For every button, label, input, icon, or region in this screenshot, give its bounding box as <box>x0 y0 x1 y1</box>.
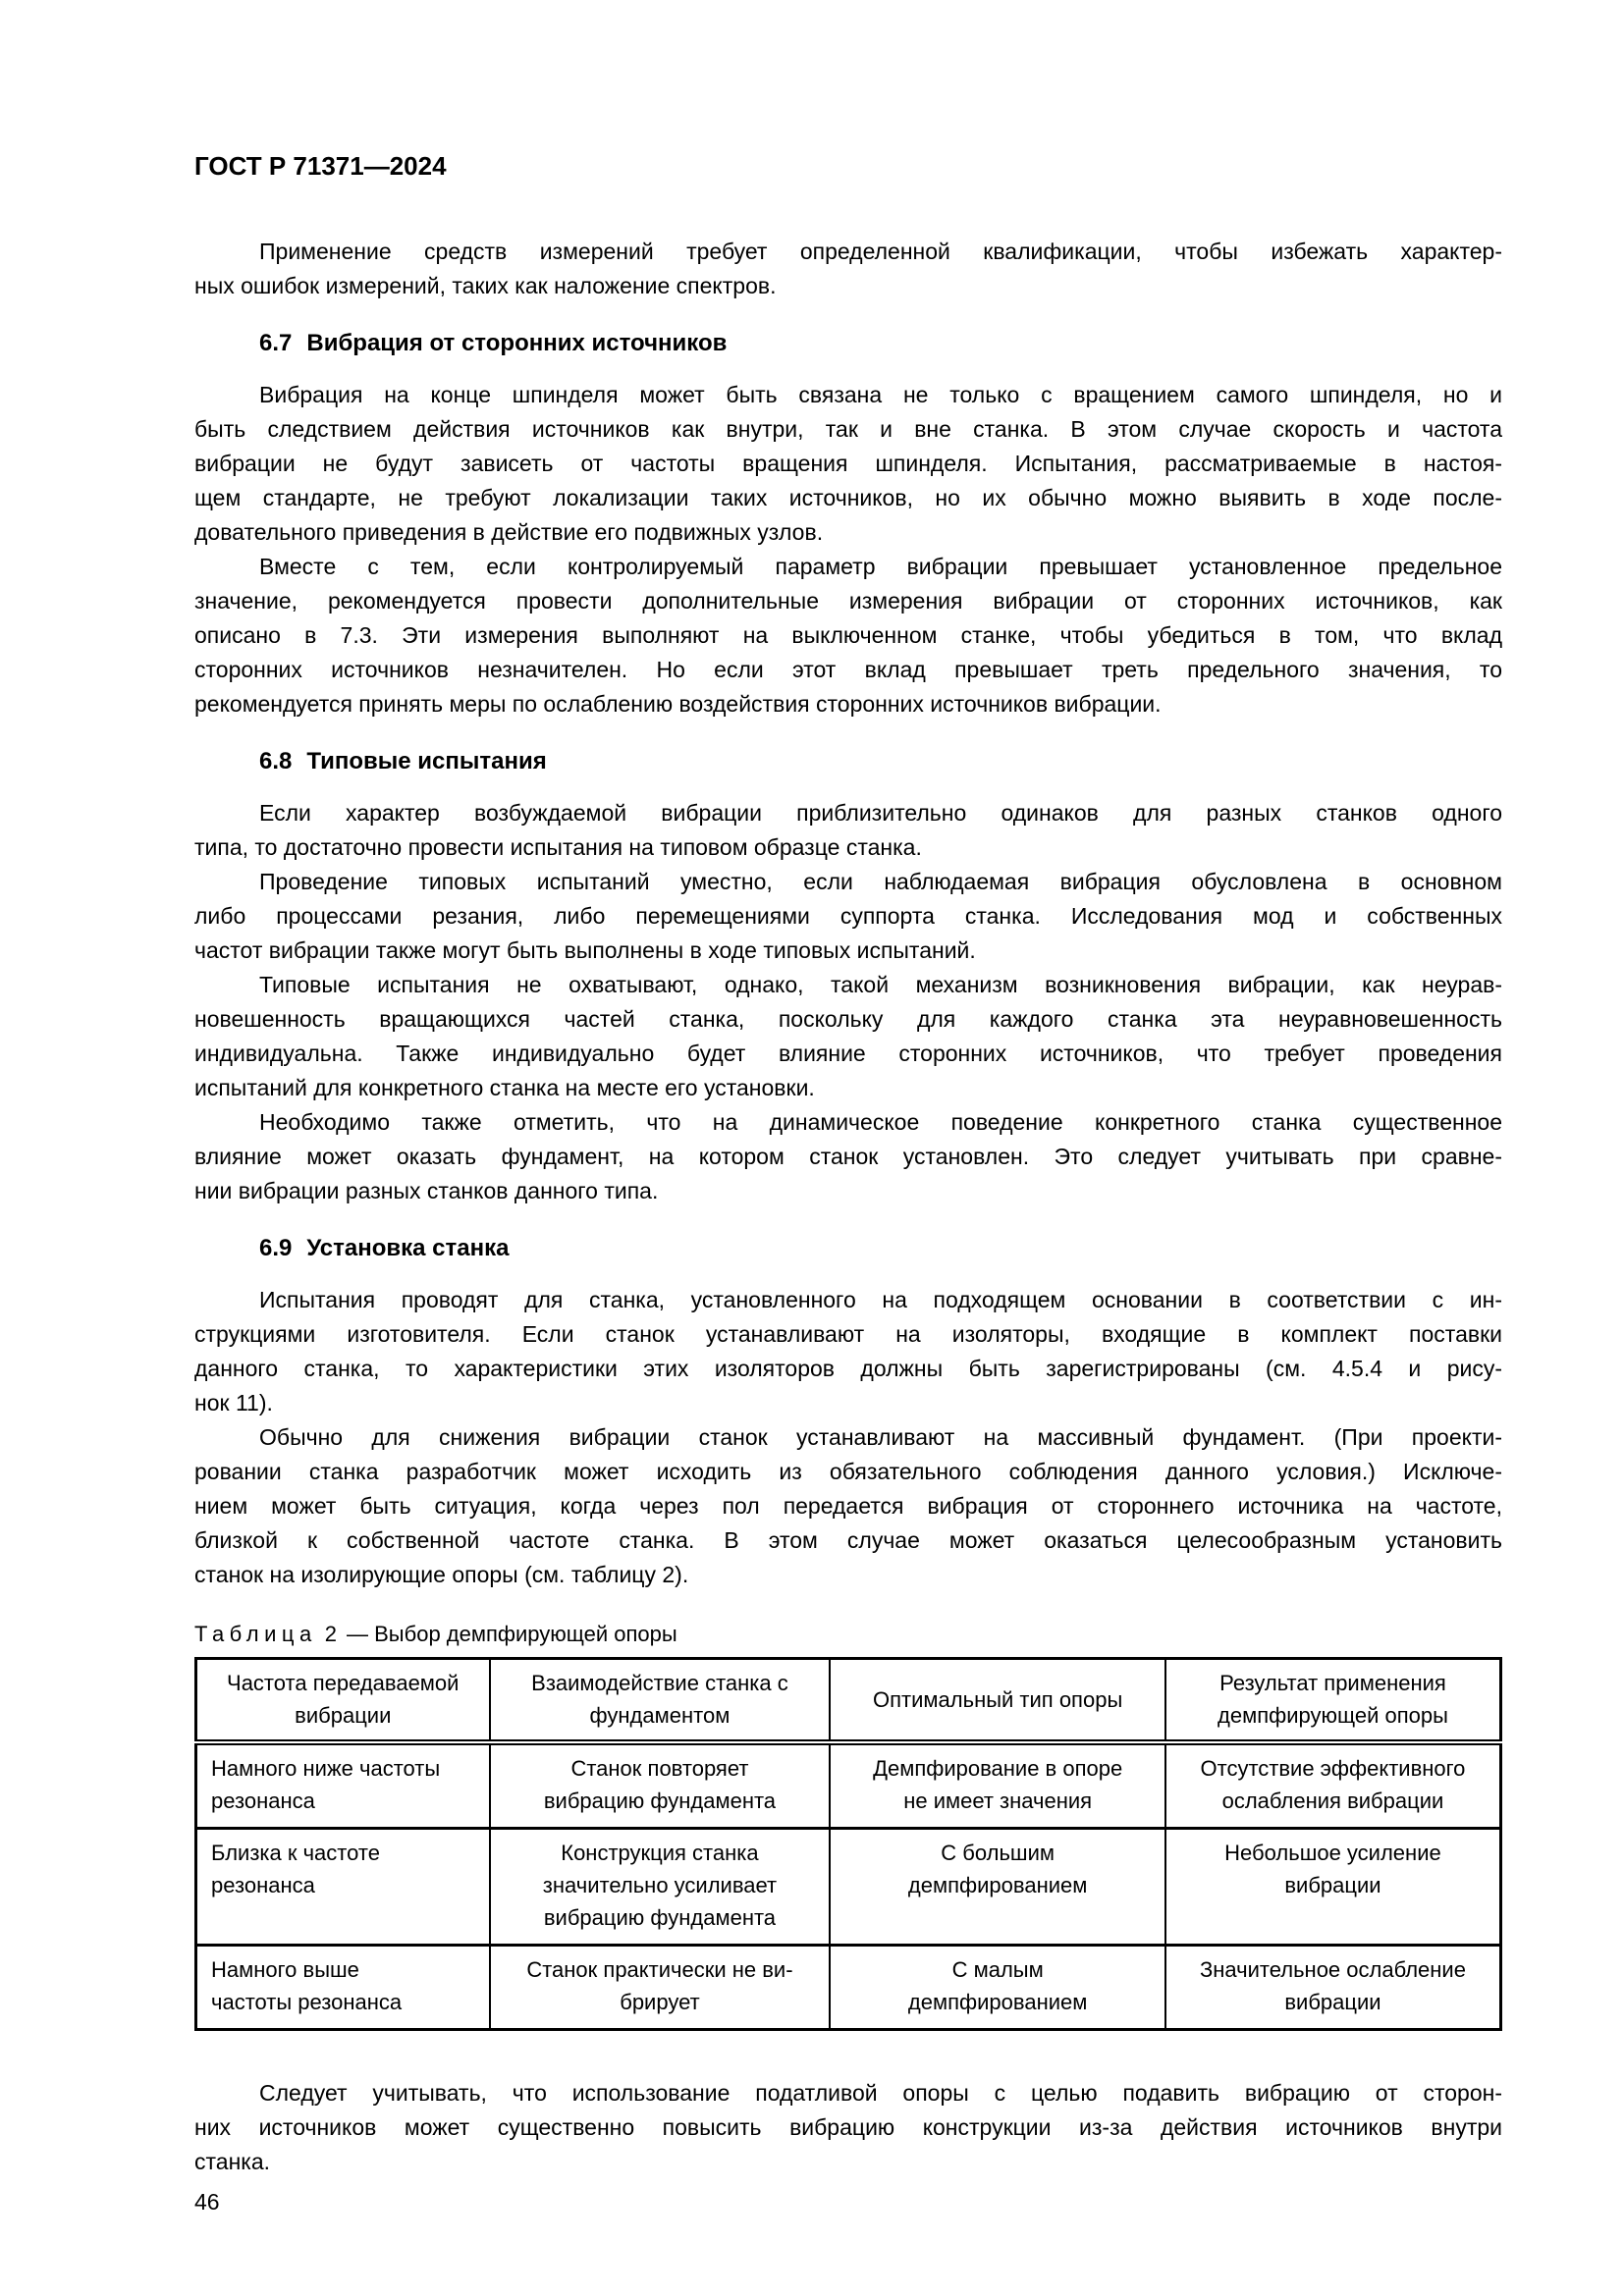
table-cell <box>196 1829 490 1946</box>
section-heading <box>194 326 1502 360</box>
paragraph <box>194 1105 1502 1208</box>
text-line: Обычно для снижения вибрации станок устанавливают на массивный фундамент. (При проекти- <box>259 1424 1502 1450</box>
cell-line: частоты резонанса <box>211 1990 403 2014</box>
cell-line: демпфирующей опоры <box>1218 1703 1448 1728</box>
cell-line: ослабления вибрации <box>1221 1789 1444 1813</box>
table-cell <box>1165 1742 1501 1829</box>
text-line: испытаний для конкретного станка на месте его установки. <box>194 1075 815 1100</box>
text-line: ровании станка разработчик может исходить из обязательного соблюдения данного условия.) Исключе- <box>194 1459 1502 1484</box>
cell-line: брирует <box>620 1990 700 2014</box>
heading-title: Вибрация от сторонних источников <box>306 330 728 356</box>
cell-line: демпфированием <box>907 1873 1088 1897</box>
table-cell <box>1165 1946 1501 2030</box>
cell-line: Станок практически не ви- <box>526 1957 793 1982</box>
paragraph <box>194 865 1502 968</box>
table-header-cell <box>490 1659 831 1743</box>
text-line: индивидуальна. Также индивидуально будет влияние сторонних источников, что требует проведения <box>194 1041 1502 1066</box>
table-header-cell <box>1165 1659 1501 1743</box>
cell-line: Результат применения <box>1219 1671 1446 1695</box>
table-row <box>196 1946 1501 2030</box>
text-line: данного станка, то характеристики этих изоляторов должны быть зарегистрированы (см. 4.5.4 и рису- <box>194 1356 1502 1381</box>
text-line: щем стандарте, не требуют локализации таких источников, но их обычно можно выявить в ходе после- <box>194 485 1502 510</box>
cell-line: Демпфирование в опоре <box>873 1756 1123 1781</box>
table-cell <box>830 1742 1165 1829</box>
paragraph <box>194 2076 1502 2179</box>
cell-line: Намного выше <box>211 1957 359 1982</box>
table-head <box>196 1659 1501 1743</box>
table-cell <box>196 1742 490 1829</box>
table-cell <box>830 1829 1165 1946</box>
text-line: сторонних источников незначителен. Но если этот вклад превышает треть предельного значения, то <box>194 657 1502 682</box>
cell-line: С малым <box>951 1957 1044 1982</box>
paragraph <box>194 235 1502 303</box>
paragraph <box>194 968 1502 1105</box>
text-line: вибрации не будут зависеть от частоты вращения шпинделя. Испытания, рассматриваемые в настоя- <box>194 451 1502 476</box>
cell-line: вибрацию фундамента <box>543 1789 777 1813</box>
paragraph <box>194 1283 1502 1420</box>
text-line: Если характер возбуждаемой вибрации приблизительно одинаков для разных станков одного <box>259 800 1502 826</box>
text-line: Применение средств измерений требует определенной квалификации, чтобы избежать характер- <box>259 239 1502 264</box>
cell-line: Взаимодействие станка с <box>531 1671 788 1695</box>
cell-line: не имеет значения <box>903 1789 1093 1813</box>
table-header-cell <box>196 1659 490 1743</box>
damping-support-table <box>194 1657 1502 2031</box>
cell-line: Конструкция станка <box>561 1841 759 1865</box>
text-line: типа, то достаточно провести испытания на типовом образце станка. <box>194 834 922 860</box>
cell-line: значительно усиливает <box>542 1873 778 1897</box>
text-line: Типовые испытания не охватывают, однако, такой механизм возникновения вибрации, как неурав- <box>259 972 1502 997</box>
text-line: Необходимо также отметить, что на динамическое поведение конкретного станка существенное <box>259 1109 1502 1135</box>
document-header: ГОСТ Р 71371—2024 <box>194 151 447 181</box>
text-line: новешенность вращающихся частей станка, поскольку для каждого станка эта неуравновешенность <box>194 1006 1502 1032</box>
cell-line: вибрации <box>1284 1990 1381 2014</box>
cell-line: Оптимальный тип опоры <box>873 1686 1123 1712</box>
table-header-row <box>196 1659 1501 1743</box>
text-line: нии вибрации разных станков данного типа. <box>194 1178 659 1203</box>
paragraph <box>194 550 1502 721</box>
text-line: них источников может существенно повысить вибрацию конструкции из-за действия источников внутри <box>194 2114 1502 2140</box>
text-line: Следует учитывать, что использование податливой опоры с целью подавить вибрацию от сторон- <box>259 2080 1502 2106</box>
section-heading <box>194 744 1502 778</box>
table-row <box>196 1742 1501 1829</box>
cell-line: Значительное ослабление <box>1199 1957 1466 1982</box>
table-cell <box>490 1829 831 1946</box>
heading-number: 6.8 <box>259 748 293 774</box>
cell-line: резонанса <box>211 1789 315 1813</box>
document-content <box>194 235 1502 2179</box>
cell-line: резонанса <box>211 1873 315 1897</box>
text-line: близкой к собственной частоте станка. В этом случае может оказаться целесообразным установить <box>194 1527 1502 1553</box>
cell-line: С большим <box>941 1841 1055 1865</box>
cell-line: демпфированием <box>907 1990 1088 2014</box>
text-line: Вместе с тем, если контролируемый параметр вибрации превышает установленное предельное <box>259 554 1502 579</box>
table-cell <box>830 1946 1165 2030</box>
text-line: Вибрация на конце шпинделя может быть связана не только с вращением самого шпинделя, но и <box>259 382 1502 407</box>
text-line: струкциями изготовителя. Если станок устанавливают на изоляторы, входящие в комплект поставки <box>194 1321 1502 1347</box>
table-body <box>196 1742 1501 2030</box>
cell-line: Станок повторяет <box>570 1756 749 1781</box>
section-heading <box>194 1231 1502 1265</box>
text-line: станок на изолирующие опоры (см. таблицу 2). <box>194 1562 689 1587</box>
table-cell <box>490 1742 831 1829</box>
page-number: 46 <box>194 2189 220 2215</box>
table-row <box>196 1829 1501 1946</box>
cell-line: Небольшое усиление <box>1224 1841 1441 1865</box>
text-line: Испытания проводят для станка, установленного на подходящем основании в соответствии с ин- <box>259 1287 1502 1312</box>
text-line: станка. <box>194 2149 271 2174</box>
cell-line: вибрации <box>1284 1873 1381 1897</box>
text-line: значение, рекомендуется провести дополнительные измерения вибрации от сторонних источников, как <box>194 588 1502 614</box>
text-line: описано в 7.3. Эти измерения выполняют на выключенном станке, чтобы убедиться в том, что вклад <box>194 622 1502 648</box>
text-line: влияние может оказать фундамент, на котором станок установлен. Это следует учитывать при сравне- <box>194 1144 1502 1169</box>
text-line: рекомендуется принять меры по ослаблению воздействия сторонних источников вибрации. <box>194 691 1162 717</box>
table-header-cell <box>830 1659 1165 1743</box>
text-line: либо процессами резания, либо перемещениями суппорта станка. Исследования мод и собственных <box>194 903 1502 929</box>
heading-number: 6.9 <box>259 1235 293 1261</box>
table-cell <box>196 1946 490 2030</box>
text-line: частот вибрации также могут быть выполнены в ходе типовых испытаний. <box>194 937 976 963</box>
text-line: нием может быть ситуация, когда через пол передается вибрация от стороннего источника на частоте, <box>194 1493 1502 1519</box>
cell-line: Близка к частоте <box>211 1841 380 1865</box>
paragraph <box>194 378 1502 550</box>
cell-line: вибрацию фундамента <box>543 1905 777 1930</box>
cell-line: Намного ниже частоты <box>211 1756 441 1781</box>
paragraph <box>194 1420 1502 1592</box>
heading-number: 6.7 <box>259 330 293 356</box>
cell-line: вибрации <box>295 1703 392 1728</box>
text-line: довательного приведения в действие его подвижных узлов. <box>194 519 824 545</box>
table-caption <box>194 1618 1502 1651</box>
cell-line: Частота передаваемой <box>227 1671 460 1695</box>
cell-line: фундаментом <box>589 1703 731 1728</box>
caption-label: Таблица <box>194 1622 317 1646</box>
text-line: нок 11). <box>194 1390 273 1415</box>
caption-title: — Выбор демпфирующей опоры <box>347 1622 677 1646</box>
heading-title: Типовые испытания <box>306 748 547 774</box>
text-line: быть следствием действия источников как внутри, так и вне станка. В этом случае скорость и частота <box>194 416 1502 442</box>
caption-number: 2 <box>324 1622 338 1646</box>
heading-title: Установка станка <box>306 1235 510 1261</box>
cell-line: Отсутствие эффективного <box>1200 1756 1466 1781</box>
table-cell <box>1165 1829 1501 1946</box>
text-line: Проведение типовых испытаний уместно, если наблюдаемая вибрация обусловлена в основном <box>259 869 1502 894</box>
text-line: ных ошибок измерений, таких как наложение спектров. <box>194 273 777 298</box>
table-cell <box>490 1946 831 2030</box>
paragraph <box>194 796 1502 865</box>
